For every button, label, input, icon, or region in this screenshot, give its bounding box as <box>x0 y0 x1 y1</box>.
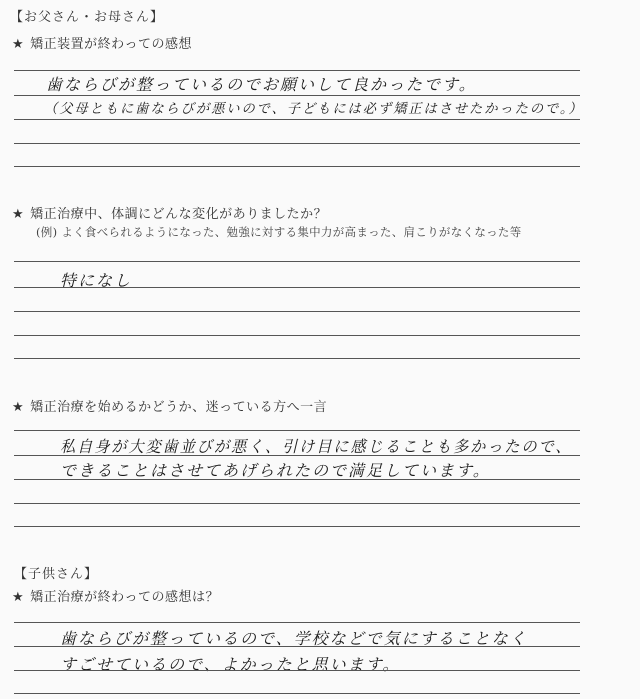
parents-section-header: 【お父さん・お母さん】 <box>10 10 165 25</box>
child-q1-answer-line-2: すごせているので、よかったと思います。 <box>60 655 401 674</box>
answer-line <box>14 526 580 527</box>
answer-line <box>14 311 580 312</box>
answer-line <box>14 430 580 431</box>
answer-line <box>14 95 580 96</box>
answer-line <box>14 335 580 336</box>
parents-q3-question-row <box>12 396 327 415</box>
child-q1-question: 矯正治療が終わっての感想は？ <box>30 590 220 605</box>
parents-q3-answer-line-1: 私自身が大変歯並びが悪く、引け目に感じることも多かったので、 <box>60 437 573 456</box>
child-section-header: 【子供さん】 <box>14 567 99 582</box>
parents-q2-answer-line-1: 特になし <box>60 271 133 290</box>
answer-line <box>14 70 580 71</box>
parents-q1-answer-line-1: 歯ならびが整っているのでお願いして良かったです。 <box>46 75 477 94</box>
answer-line <box>14 479 580 480</box>
answer-line <box>14 455 580 456</box>
parents-q2-example: (例) よく食べられるようになった、勉強に対する集中力が高まった、肩こりがなくなった等 <box>36 225 522 239</box>
answer-line <box>14 166 580 167</box>
answer-line <box>14 503 580 504</box>
star-icon: ★ <box>12 590 25 605</box>
answer-line <box>14 261 580 262</box>
star-icon: ★ <box>12 400 25 415</box>
parents-q3-question: 矯正治療を始めるかどうか、迷っている方へ一言 <box>30 400 328 415</box>
star-icon: ★ <box>12 207 25 222</box>
answer-line <box>14 693 580 694</box>
answer-line <box>14 287 580 288</box>
parents-q2-question: 矯正治療中、体調にどんな変化がありましたか？ <box>30 207 328 222</box>
answer-line <box>14 119 580 120</box>
answer-line <box>14 143 580 144</box>
child-q1-answer-line-1: 歯ならびが整っているので、学校などで気にすることなく <box>60 629 528 648</box>
parents-q1-answer-line-2: （父母ともに歯ならびが悪いので、子どもには必ず矯正はさせたかったので。） <box>44 101 584 117</box>
child-q1-question-row <box>12 586 219 605</box>
star-icon: ★ <box>12 37 25 52</box>
parents-q3-answer-line-2: できることはさせてあげられたので満足しています。 <box>60 461 491 480</box>
parents-q1-question: 矯正装置が終わっての感想 <box>30 37 193 52</box>
answer-line <box>14 358 580 359</box>
answer-line <box>14 622 580 623</box>
parents-q1-question-row <box>12 33 192 52</box>
parents-q2-question-row <box>12 203 327 222</box>
answer-line <box>14 670 580 671</box>
answer-line <box>14 646 580 647</box>
